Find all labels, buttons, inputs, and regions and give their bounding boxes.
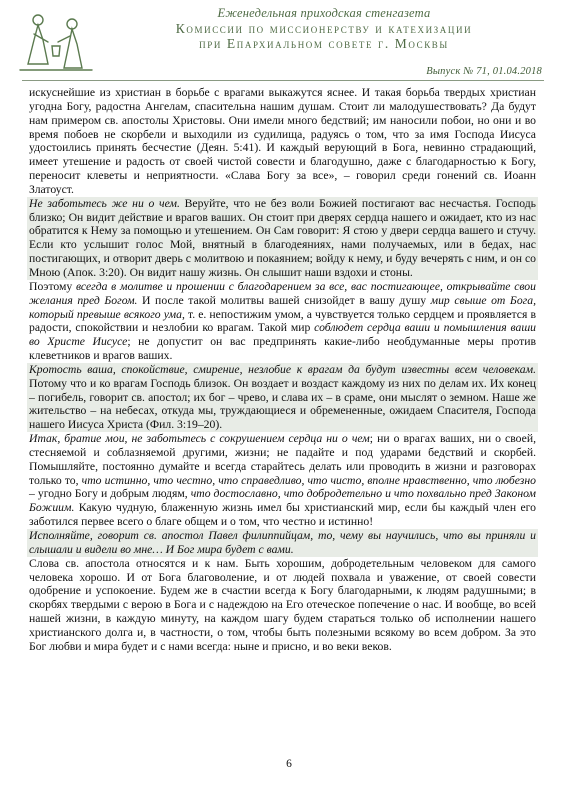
text-segment: Слова св. апостола относятся и к нам. Быть хорошим, добродетельным человеком для самого человека хорошо. И от Бога благоволение, и от людей похвала и уважение, от своей совести одобрение и успокоение. Будем же в счастии всегда к Богу благодарными, к людям радушными; в скорбях твердыми с верою в Бога и с надеждою на Его отеческое попечение о нас. И вообще, во всей нашей жизни, в каждую минуту, на каждом шагу будем стараться только об исполнении нашего христианского долга и, в частности, о том, чтобы быть полезными всякому во всем добром. За это Бог любви и мира будет и с нами всегда: ныне и присно, и во веки веков. (29, 556, 536, 653)
commission-title-line2: при Епархиальном совете г. Москвы (199, 36, 449, 51)
header-divider (22, 80, 544, 81)
text-segment: ; ни о врагах ваших, ни о своей, стесняемой и соблазняемой другими, жизни; не падайте и под ударами бедствий и скорбей. Помышляйте, постоянно думайте и всегда старайтесь делать или проводить в жизни и разговорах только то, (29, 432, 536, 487)
article-paragraph (27, 557, 538, 654)
text-segment: Какую чудную, блаженную жизнь имел бы христианский мир, если бы каждый член его заботился первее всего о благе общем и о том, что честно и истинно! (29, 501, 536, 529)
text-segment: Потому что и ко врагам Господь близок. Он воздает и воздаст каждому из них по делам их. Их конец – погибель, говорит св. апостол; их бог – чрево, и слава их – в сраме, они мыслят о земном. Наше же жительство – на небесах, откуда мы, труждающиеся и обремененные, ожидаем Спасителя, Господа нашего Иисуса Христа (Фил. 3:19–20). (29, 376, 536, 432)
text-segment: И после такой молитвы вашей снизойдет в вашу душу (137, 293, 431, 307)
page-number: 6 (286, 758, 292, 770)
italic-quote: всегда в молитве и прошении с благодарением за все, вас постигающее, открывайте свои желания пред Богом. (29, 279, 536, 307)
weekly-title: Еженедельная приходская стенгазета (217, 6, 431, 20)
logo-figures-icon (14, 6, 98, 78)
text-segment: искуснейшие из христиан в борьбе с врагами выкажутся яснее. И такая борьба твердых христиан угодна Богу, радостна Ангелам, спасительна нашим душам. Стоит ли малодушествовать? Да будут нам примером св. апостолы Христовы. Они имели много бедствий; им наносили побои, но они и во время побоев не скорбели и выходили из судилища, радуясь о том, что за имя Господа Иисуса удостоились принять бесчестие (Деян. 5:41). И каждый верующий в Бога, невинно страдающий, имеет утешение и радость от своей чистой совести и благодушно, даже с благодарностью к Богу, переносит клеветы и неприятности. «Слава Богу за все», – говорил среди гонений св. Иоанн Златоуст. (29, 86, 536, 196)
article-paragraph (27, 363, 538, 432)
italic-quote: мир свыше от Бога, который превыше всякого ума (29, 293, 536, 321)
italic-quote: что истинно, что честно, что справедливо, что чисто, вполне нравственно, что любезно (81, 473, 536, 487)
text-segment: Поэтому (29, 279, 76, 293)
masthead (0, 0, 578, 84)
article-paragraph (27, 432, 538, 529)
commission-title-line1: Комиссии по миссионерству и катехизации (175, 21, 473, 36)
article-body (27, 86, 538, 654)
italic-quote: Итак, братие мои, не заботьтесь с сокрушением сердца ни о чем (29, 432, 370, 446)
italic-quote: Кротость ваша, спокойствие, смирение, незлобие к врагам да будут известны всем человекам. (29, 362, 536, 376)
text-segment: , т. е. непостижим умом, а чувствуется только сердцем и проявляется в радости, спокойствии и незлобии ко врагам. Такой мир (29, 307, 536, 335)
italic-quote: соблюдет сердца ваши и помышления ваши во Христе Иисусе (29, 321, 536, 349)
article-paragraph (27, 529, 538, 557)
text-segment: ; не допустит он вас предпринять какие-либо необдуманные меры против клеветников и врагов ваших. (29, 335, 536, 363)
masthead-text (100, 5, 548, 51)
italic-quote: Исполняйте, говорит св. апостол Павел филиппийцам, то, чему вы научились, что вы приняли и слышали и видели во мне… И Бог мира будет с вами. (29, 529, 536, 556)
italic-quote: что достославно, что добродетельно и что похвально пред Законом Божиим. (29, 487, 536, 515)
article-paragraph (27, 86, 538, 197)
article-paragraph (27, 280, 538, 363)
italic-quote: Не заботьтесь же ни о чем. (29, 196, 180, 210)
article-paragraph (27, 197, 538, 280)
issue-number: Выпуск № 71, 01.04.2018 (426, 66, 542, 77)
text-segment: – угодно Богу и добрым людям, (29, 487, 191, 501)
text-segment: Веруйте, что не без воли Божией постигают вас несчастья. Господь близко; Он видит действие и врагов ваших. Он стоит при дверях сердца нашего и ожидает, кто из нас обратится к Нему за помощью и утешением. Он Сам говорит: Я стою у двери сердца вашего и стучу. Если кто услышит голос Мой, внятный в благодеяниях, нами получаемых, или в бедах, нас постигающих, и отворит дверь с молитвою и покаянием; войду к нему, и буду вечерять с ним, и он со Мною (Апок. 3:20). Он видит нашу жизнь. Он слышит наши вздохи и стоны. (29, 196, 537, 279)
